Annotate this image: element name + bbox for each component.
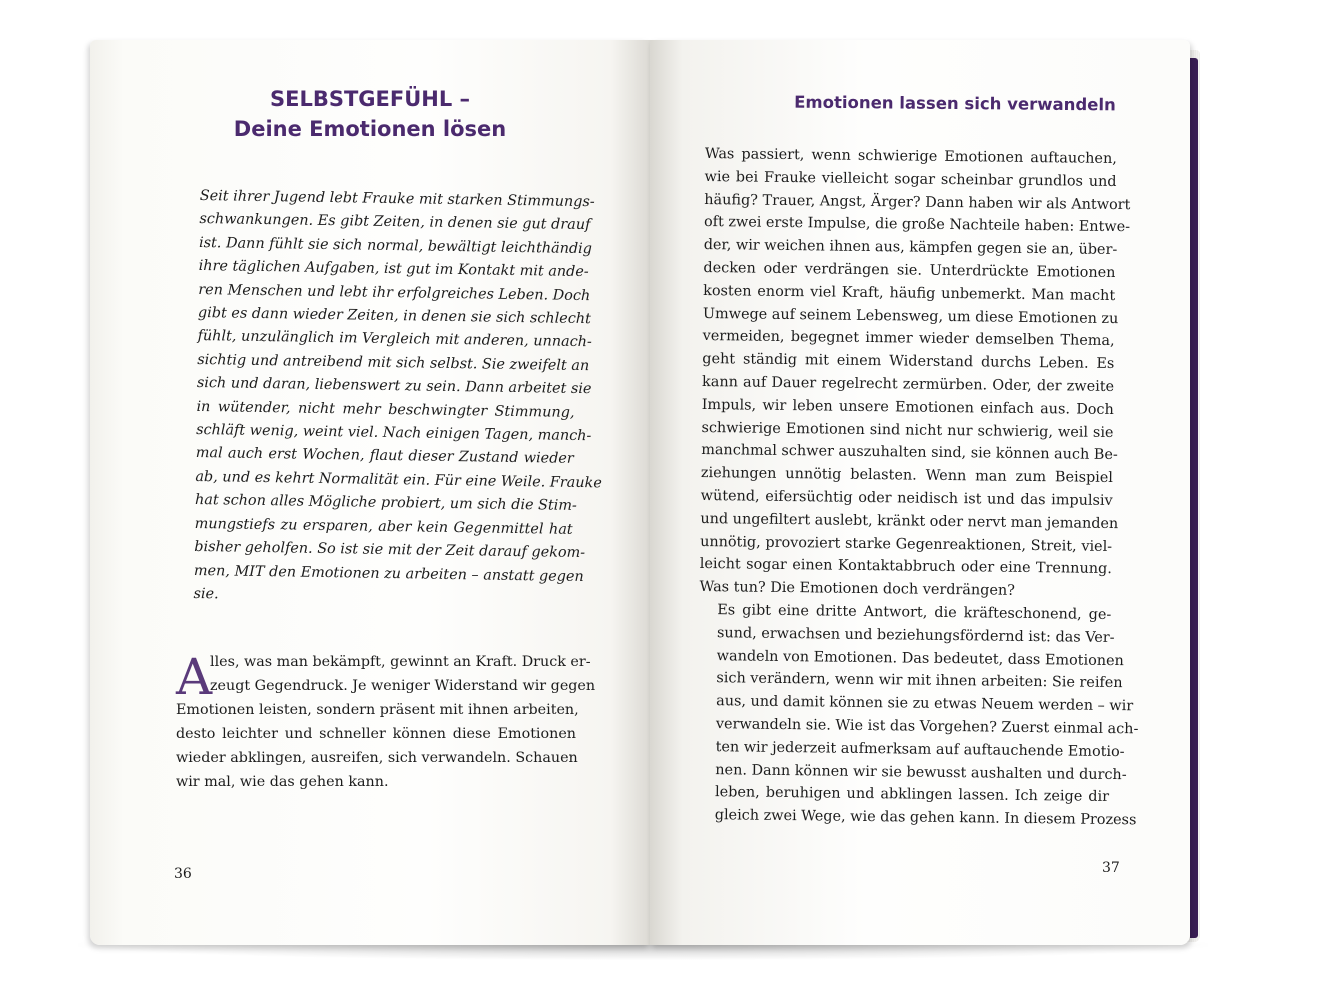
text-line: nen. Dann können wir sie bewusst aushalten und durch- [715, 761, 1127, 783]
text-line: manchmal schwer auszuhalten sind, sie können auch Be- [701, 442, 1118, 464]
text-line: schläft wenig, weint viel. Nach einigen Tagen, manch- [196, 422, 592, 445]
text-line: kann auf Dauer regelrecht zermürben. Oder, der zweite [701, 373, 1115, 395]
text-line: schwankungen. Es gibt Zeiten, in denen sie gut drauf [199, 211, 591, 234]
paragraph-1 [699, 143, 1131, 604]
text-line: und ungefiltert auslebt, kränkt oder nervt man jemanden [700, 510, 1119, 532]
text-line: geht ständig mit einem Widerstand durchs Leben. Es [702, 351, 1115, 373]
text-line: leicht sogar einen Kontaktabbruch oder eine Trennung. [699, 556, 1112, 578]
text-line: aus, und damit können sie zu etwas Neuem werden – wir [716, 693, 1134, 715]
text-line: Was tun? Die Emotionen doch verdrängen? [699, 579, 1016, 599]
text-line: schwierige Emotionen sind nicht nur schwierig, weil sie [701, 419, 1114, 441]
text-line: men, MIT den Emotionen zu arbeiten – anstatt gegen [193, 562, 584, 585]
text-line: mungstiefs zu ersparen, aber kein Gegenmittel hat [194, 515, 573, 538]
paragraph-2 [697, 599, 1139, 832]
text-line: wütend, eifersüchtig oder neidisch ist und das impulsiv [700, 487, 1113, 509]
text-line: wieder abklingen, ausreifen, sich verwandeln. Schauen [176, 750, 578, 766]
text-line: ab, und es kehrt Normalität ein. Für eine Weile. Frauke [195, 468, 602, 492]
text-line: ren Menschen und lebt ihr erfolgreiches Leben. Doch [198, 281, 591, 304]
page-number-left: 36 [174, 866, 192, 882]
text-line: zeugt Gegendruck. Je weniger Widerstand wir gegen [210, 678, 596, 694]
left-page [90, 40, 650, 945]
text-line: fühlt, unzulänglich im Vergleich mit anderen, unnach- [197, 328, 592, 351]
text-line: wie bei Frauke vielleicht sogar scheinbar grundlos und [704, 168, 1117, 190]
text-line: leben, beruhigen und abklingen lassen. Ich zeige dir [714, 784, 1110, 806]
text-line: sich verändern, wenn wir mit ihnen arbeiten: Sie reifen [716, 670, 1123, 692]
text-line: Was passiert, wenn schwierige Emotionen auftauchen, [704, 145, 1117, 168]
book-cover-edge [1190, 58, 1198, 938]
text-line: sichtig und antreibend mit sich selbst. Sie zweifelt an [197, 351, 590, 374]
text-line: ist. Dann fühlt sie sich normal, bewältigt leichthändig [198, 234, 593, 257]
text-line: Seit ihrer Jugend lebt Frauke mit starken Stimmungs- [199, 187, 595, 211]
chapter-heading-line-1: SELBSTGEFÜHL – [269, 87, 471, 111]
text-line: gleich zwei Wege, wie das gehen kann. In diesem Prozess [714, 807, 1137, 829]
text-line: sund, erwachsen und beziehungsfördernd ist: das Ver- [716, 624, 1115, 646]
chapter-heading [90, 84, 650, 144]
text-line: ihre täglichen Aufgaben, ist gut im Kontakt mit ande- [198, 258, 589, 281]
text-line: bisher geholfen. So ist sie mit der Zeit darauf gekom- [194, 539, 586, 562]
text-line: gibt es dann wieder Zeiten, in denen sie sich schlecht [197, 305, 592, 328]
section-heading: Emotionen lassen sich verwandeln [794, 92, 1116, 115]
text-line: desto leichter und schneller können diese Emotionen [176, 726, 576, 742]
text-line: wir mal, wie das gehen kann. [176, 774, 389, 790]
text-line: unnötig, provoziert starke Gegenreaktionen, Streit, viel- [700, 533, 1113, 555]
text-line: wandeln von Emotionen. Das bedeutet, dass Emotionen [716, 647, 1124, 669]
chapter-heading-line-2: Deine Emotionen lösen [233, 117, 507, 141]
text-line: lles, was man bekämpft, gewinnt an Kraft. Druck er- [210, 654, 591, 670]
drop-cap: A [176, 648, 213, 706]
text-line: Umwege auf seinem Lebensweg, um diese Emotionen zu [702, 305, 1119, 327]
text-line: sie. [193, 585, 219, 603]
page-number-right: 37 [1102, 860, 1120, 876]
intro-text [193, 185, 602, 612]
text-line: sich und daran, liebenswert zu sein. Dann arbeitet sie [196, 375, 592, 398]
text-line: Impuls, wir leben unsere Emotionen einfach aus. Doch [701, 396, 1114, 418]
right-page [650, 40, 1190, 945]
text-line: ten wir jederzeit aufmerksam auf auftauchende Emotio- [715, 738, 1125, 760]
text-line: kosten enorm viel Kraft, häufig unbemerkt. Man macht [703, 282, 1116, 304]
text-line: oft zwei erste Impulse, die große Nachteile haben: Entwe- [703, 214, 1131, 236]
left-body-text [176, 648, 596, 794]
text-line: in wütender, nicht mehr beschwingter Stimmung, [196, 398, 575, 421]
right-body-text [697, 143, 1139, 832]
text-line: mal auch erst Wochen, flaut dieser Zustand wieder [195, 445, 574, 468]
text-line: Es gibt eine dritte Antwort, die kräfteschonend, ge- [717, 602, 1112, 623]
text-line: hat schon alles Mögliche probiert, um sich die Stim- [194, 492, 577, 515]
text-line: ziehungen unnötig belasten. Wenn man zum Beispiel [700, 465, 1114, 487]
text-line: der, wir weichen ihnen aus, kämpfen gegen sie an, über- [703, 237, 1118, 259]
text-line: Emotionen leisten, sondern präsent mit ihnen arbeiten, [176, 702, 579, 718]
text-line: verwandeln sie. Wie ist das Vorgehen? Zuerst einmal ach- [715, 716, 1139, 738]
text-line: vermeiden, begegnet immer wieder demselben Thema, [702, 328, 1115, 350]
text-line: decken oder verdrängen sie. Unterdrückte Emotionen [703, 259, 1116, 282]
text-line: häufig? Trauer, Angst, Ärger? Dann haben wir als Antwort [704, 191, 1131, 213]
